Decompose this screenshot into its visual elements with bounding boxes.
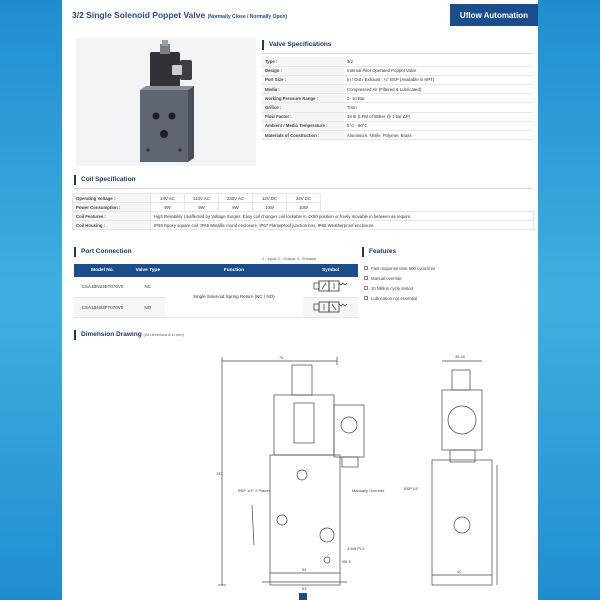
dim-label: BSP1/4" xyxy=(404,486,419,491)
dim-label: 75 xyxy=(279,355,284,360)
spec-row: Orifice : 7mm xyxy=(262,103,532,112)
valve-symbol-icon xyxy=(303,297,358,317)
checkbox-icon xyxy=(364,296,368,300)
datasheet xyxy=(62,0,538,600)
column-header: Function xyxy=(165,264,304,277)
column-header: Valve Type xyxy=(131,264,164,277)
page-subtitle: (Normally Close / Normally Open) xyxy=(207,14,288,20)
dim-label: 35.40 xyxy=(455,354,466,359)
brand-logo: Uflow Automation xyxy=(450,4,538,26)
spec-row: Ambient / Media Temperature : 5°C - 60°C xyxy=(262,121,532,130)
dim-label: Manually Override xyxy=(352,488,385,493)
features-list xyxy=(364,263,435,303)
column-header: Symbol xyxy=(303,264,358,277)
table-row: CSA1BN23ET070V0 NC Single Solenoid Spring Return (NC / NO) xyxy=(74,277,358,297)
list-item: Manual override xyxy=(364,273,435,283)
valve-spec-table xyxy=(262,57,532,140)
dim-label: 54 xyxy=(302,567,307,572)
spec-row: Materials of Construction : Aluminium, Nitrile, Polymer, Brass xyxy=(262,131,532,140)
divider xyxy=(74,188,532,189)
port-note: 1 - Input, 2 - Output, 3 - Exhaust xyxy=(262,257,317,261)
spec-row: Flow Factor : 18 ltr (LPM of Water @ 1 bar ΔP) xyxy=(262,112,532,121)
dimension-note: (All dimensions in mm) xyxy=(143,332,184,337)
background-right xyxy=(538,0,600,600)
checkbox-icon xyxy=(364,286,368,290)
port-connection-heading: Port Connection xyxy=(74,247,132,257)
checkbox-icon xyxy=(364,266,368,270)
valve-symbol-icon xyxy=(303,277,358,297)
features-heading: Features xyxy=(362,247,396,257)
list-item: Lubrication not essential xyxy=(364,293,435,303)
page-title: 3/2 Single Solenoid Poppet Valve (Normally Close / Normally Open) xyxy=(72,10,288,20)
dim-label: 63 xyxy=(302,586,307,591)
spec-row: Design : Internal Pilot Operated Poppet Valve xyxy=(262,66,532,75)
column-header: Model No. xyxy=(74,264,131,277)
coil-spec-heading: Coil Specification xyxy=(74,175,136,185)
spec-row: Media : Compressed Air (Filtered & Lubricated) xyxy=(262,85,532,94)
coil-housing-row: Coil Housing : IP65 Epoxy square coil, IP65 Metallic round enclosure, IP67 Flameproof junction box, IP66 Weatherproof enclosure. xyxy=(73,221,534,230)
table-row: CSA1BN23FT070V0 NO xyxy=(74,297,358,317)
spec-row: Port Size : In / Out / Exhaust : ¼" BSP (Available in NPT) xyxy=(262,75,532,84)
checkbox-icon xyxy=(364,276,368,280)
coil-spec-table xyxy=(72,193,534,230)
dim-label: 40 xyxy=(457,569,462,574)
dim-label: 142 xyxy=(216,471,223,476)
dim-label: Ø5.5 xyxy=(342,559,351,564)
list-item: 10 Million cycle tested xyxy=(364,283,435,293)
dimension-drawing xyxy=(122,345,522,595)
dim-label: 4-M5 PLS xyxy=(347,546,365,551)
valve-spec-heading: Valve Specifications xyxy=(262,40,332,50)
coil-power-row: Power Consumption : 9W 9W 9W 10W 10W xyxy=(73,203,534,212)
spec-row: Type : 3/2 xyxy=(262,57,532,66)
coil-features-row: Coil Features : High Reliability Unaffected by Voltage Surges. Easy coil changes coil lockable in 4X90 position or freely movable in between as require. xyxy=(73,212,534,221)
dim-label: BSP 1/4" 2 Places xyxy=(238,488,271,493)
spec-row: working Pressure Range : 2- 10 Bar xyxy=(262,94,532,103)
background-left xyxy=(0,0,62,600)
list-item: Fast response time 600 cycle/min xyxy=(364,263,435,273)
coil-voltage-row: Operating Voltage : 24V AC 110V AC 230V AC 12V DC 24V DC xyxy=(73,194,534,203)
product-photo xyxy=(76,38,256,166)
page-indicator xyxy=(299,593,307,600)
divider xyxy=(262,53,532,54)
function-cell: Single Solenoid Spring Return (NC / NO) xyxy=(165,277,304,317)
port-connection-table xyxy=(74,264,358,318)
dimension-heading: Dimension Drawing (All dimensions in mm) xyxy=(74,330,184,340)
